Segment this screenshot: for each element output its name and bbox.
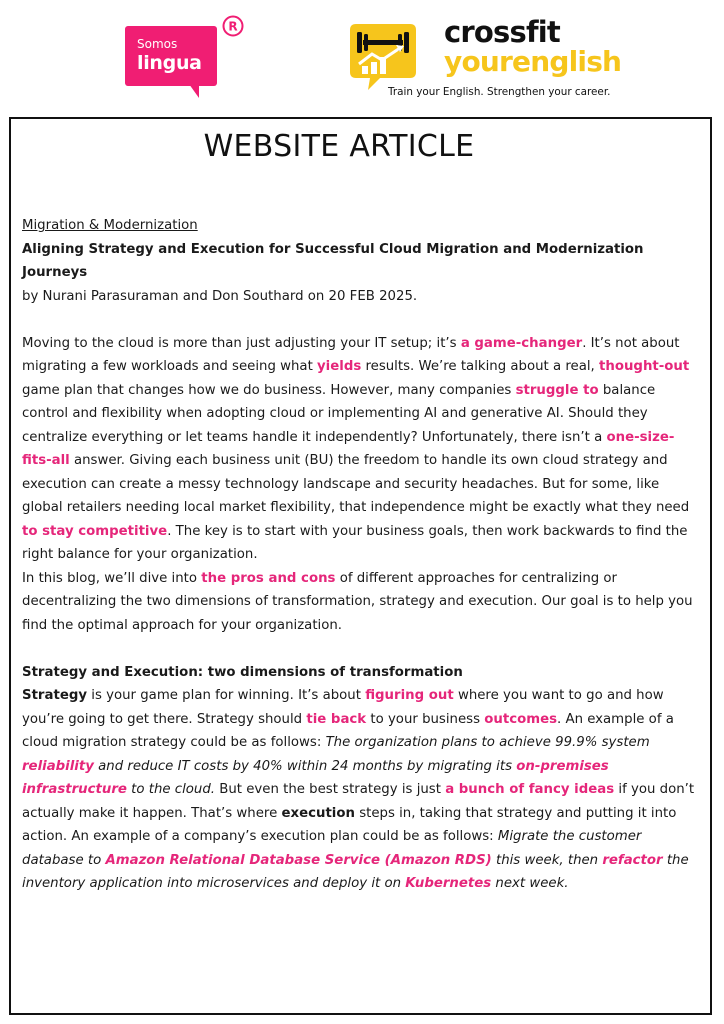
spacer (22, 308, 702, 332)
bold-term: execution (281, 805, 355, 821)
registered-letter: R (228, 19, 238, 34)
yourenglish-wordmark: yourenglish (444, 45, 622, 78)
highlight-term: yields (317, 359, 362, 374)
article-headline: Aligning Strategy and Execution for Successful Cloud Migration and Modernization Journeys (22, 241, 644, 280)
text-run: answer. Giving each business unit (BU) the freedom to handle its own cloud strategy and execution can create a messy technology landscape and security headaches. But for some, like global retailers needing local market flexibility, that independence might be exactly what they need (22, 453, 690, 515)
paragraph-strategy (22, 684, 702, 896)
text-run: Moving to the cloud is more than just adjusting your IT setup; it’s (22, 335, 461, 351)
text-run: . It’s not about migrating a few workloads and seeing what (22, 335, 680, 374)
text-run: is your game plan for winning. It’s about (87, 688, 366, 703)
italic-run: The organization plans to achieve 99.9% system (325, 735, 650, 750)
highlight-term: the pros and cons (201, 570, 336, 586)
article-frame (9, 117, 712, 1015)
italic-run: next week. (491, 876, 569, 891)
highlight-term: on-premises infrastructure (22, 758, 609, 797)
crossfit-wordmark: crossfit (444, 15, 560, 49)
text-run: to your business (366, 711, 485, 727)
text-run: of different approaches for centralizing or decentralizing the two dimensions of transformation, strategy and execution. Our goal is to help you find the optimal approach for your organization. (22, 570, 693, 633)
section-heading: Strategy and Execution: two dimensions of transformation (22, 664, 463, 680)
highlight-term: one-size-fits-all (22, 429, 675, 468)
highlight-term: a bunch of fancy ideas (445, 782, 615, 797)
italic-run: Migrate the customer database to (22, 829, 642, 868)
crossfit-tagline: Train your English. Strengthen your career. (388, 86, 611, 98)
text-run: . An example of a cloud migration strategy could be as follows: (22, 711, 674, 750)
article-category: Migration & Modernization (22, 218, 198, 233)
text-run: But even the best strategy is just (215, 782, 446, 797)
paragraph-blog (22, 567, 702, 638)
highlight-term: Amazon Relational Database Service (Amazon RDS) (105, 852, 492, 868)
text-run: In this blog, we’ll dive into (22, 570, 202, 586)
italic-run: the inventory application into microservices and deploy it on (22, 852, 689, 891)
logo-text-lingua: lingua (137, 52, 202, 74)
text-run: balance control and flexibility when adopting cloud or implementing AI and generative AI. Should they centralize everything or let teams handle it independently? Unfortunately, there isn’t a (22, 382, 656, 445)
somos-lingua-logo (125, 26, 217, 86)
article-content (22, 214, 702, 896)
highlight-term: outcomes (484, 711, 558, 727)
italic-run: this week, then (491, 852, 603, 868)
text-run: results. We’re talking about a real, (361, 359, 599, 374)
text-run: if you don’t actually make it happen. That’s where (22, 782, 695, 821)
italic-run: to the cloud. (126, 782, 216, 797)
highlight-term: tie back (306, 711, 367, 727)
spacer (22, 637, 702, 661)
highlight-term: figuring out (365, 688, 454, 703)
text-run: where you want to go and how you’re going to get there. Strategy should (22, 688, 664, 727)
text-run: . The key is to start with your business goals, then work backwards to find the right balance for your organization. (22, 523, 688, 562)
article-byline: by Nurani Parasuraman and Don Southard on 20 FEB 2025. (22, 288, 418, 304)
bold-term: Strategy (22, 688, 88, 703)
logo-text-somos: Somos (137, 37, 178, 51)
paragraph-intro (22, 332, 702, 567)
highlight-term: Kubernetes (405, 876, 492, 891)
text-run: steps in, taking that strategy and putting it into action. An example of a company’s execution plan could be as follows: (22, 805, 677, 844)
highlight-term: struggle to (515, 382, 599, 398)
highlight-term: thought-out (599, 359, 690, 374)
text-run: game plan that changes how we do business. However, many companies (22, 382, 516, 398)
highlight-term: refactor (602, 852, 663, 868)
highlight-term: reliability (22, 758, 94, 774)
logo-speech-tail (189, 84, 199, 98)
crossfit-dumbbell-chart-icon (346, 20, 420, 94)
registered-mark-icon (222, 15, 244, 37)
highlight-term: to stay competitive (22, 523, 168, 539)
italic-run: and reduce IT costs by 40% within 24 months by migrating its (93, 758, 517, 774)
document-title: WEBSITE ARTICLE (203, 129, 475, 164)
highlight-term: a game-changer (460, 335, 583, 351)
